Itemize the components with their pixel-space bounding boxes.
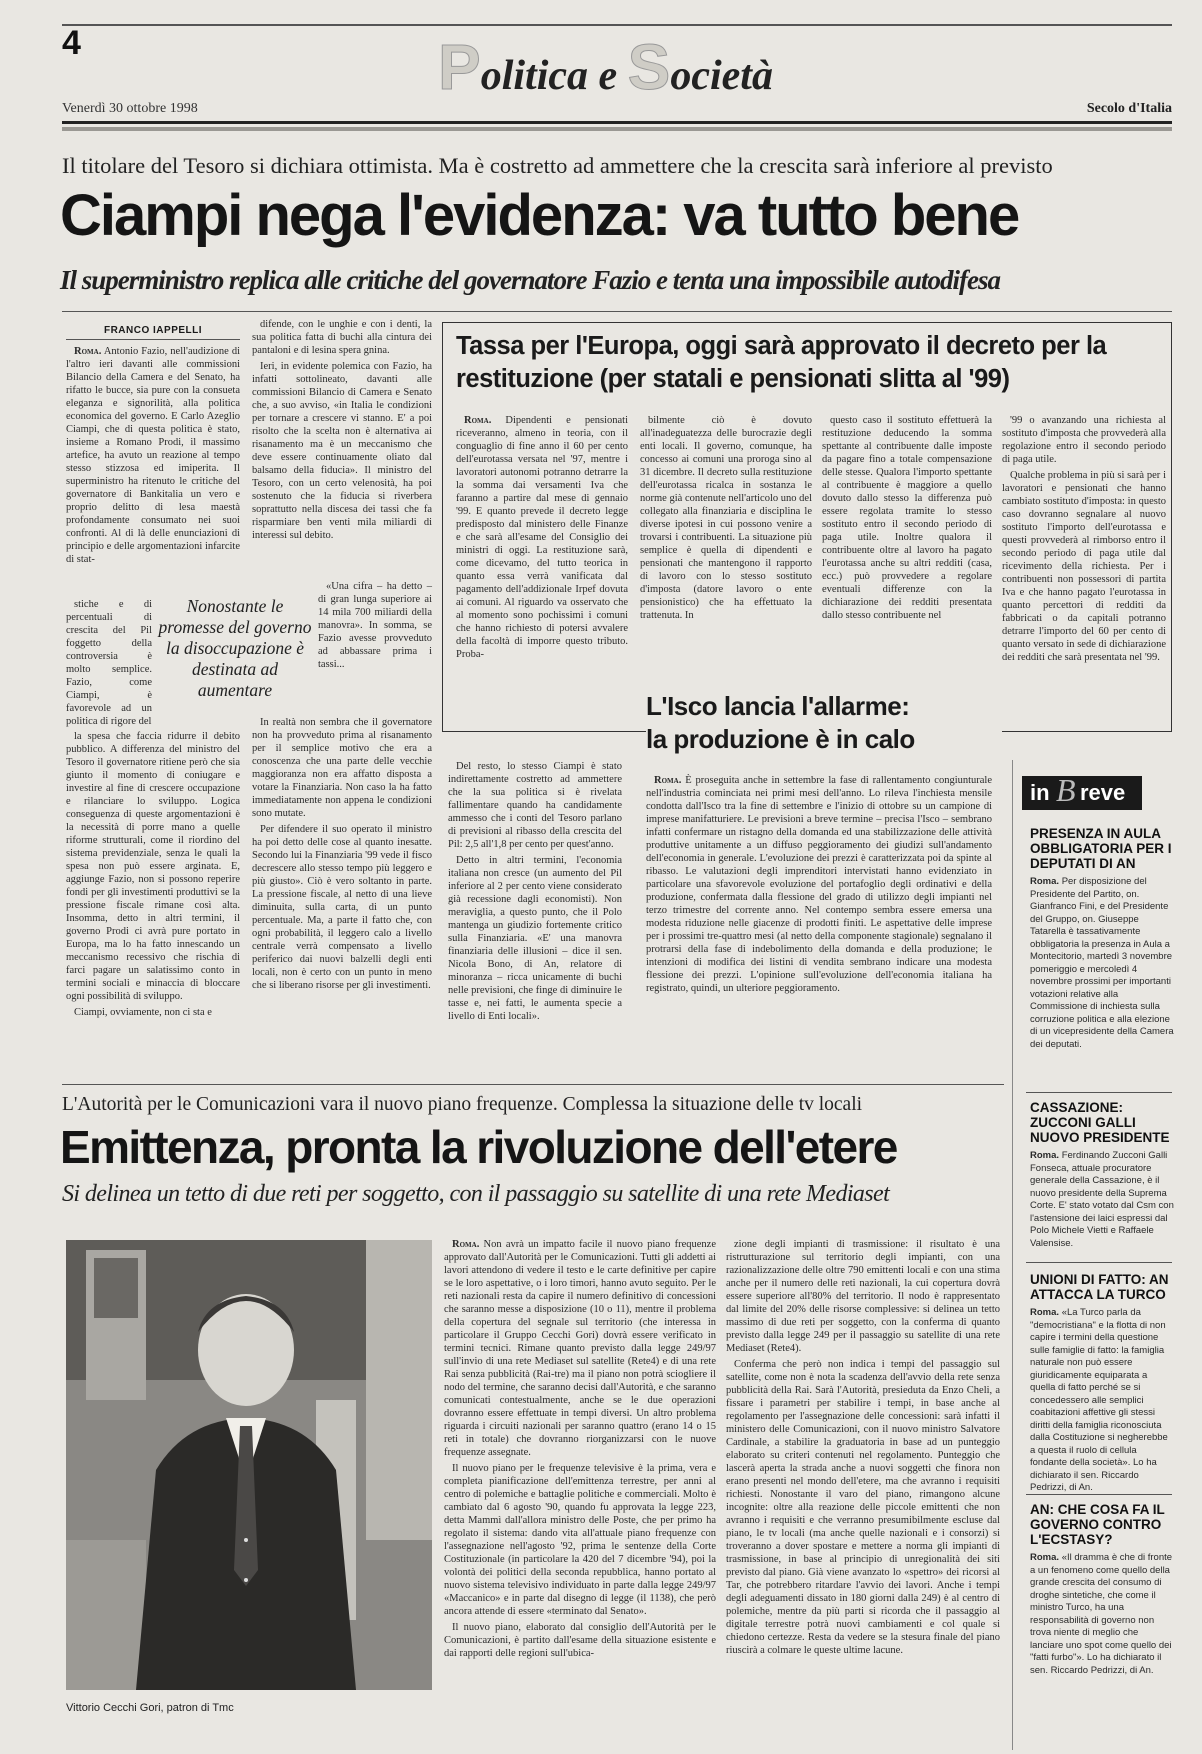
isco-headline-line-1: L'Isco lancia l'allarme: [646,691,910,721]
lead-col3-p2: Detto in altri termini, l'economia italiana non cresce (un aumento del Pil inferiore al 2 per cento viene considerato già recessione dagli economisti). Non meraviglia, a questo punto, che il Polo mantenga un giudizio fortemente critico sulla Finanziaria. «E' una manovra finanziaria delle illusioni – dice il sen. Nicola Bono, di An, relatore di minoranza – ricca unicamente di buchi nelle previsioni, che finge di diminuire le tasse e, nei fatti, le aumenta specie a livello di Enti locali». [448,855,622,1022]
pull-quote: Nonostante le promesse del governo la disoccupazione è destinata ad aumentare [158,596,312,700]
top-rule [62,24,1172,26]
isco-body-text: È proseguita anche in settembre la fase di rallentamento congiunturale nell'industria cominciata nei primi mesi dell'anno. Lo rileva l'inchiesta mensile condotta dall'Isco tra la fine di settembre e l'inizio di ottobre su un campione di imprese manifatturiere. Le previsioni a breve termine – precisa l'Isco – sembrano infatti confermare un ristagno della domanda ed una stabilizzazione delle attività produttive unitamente a un diffuso peggioramento dei giudizi sull'andamento dell'economia in generale. L'evoluzione dei prezzi è caratterizzata poi da spinte al ribasso. Le valutazioni degli imprenditori intervistati hanno evidenziato in particolare una sfavorevole evoluzione del portafoglio degli ordinativi e della produzione, confermata dalla flessione del grado di utilizzo degli impianti nel terzo trimestre del corrente anno. Nel contempo sembra essere emersa una modesta riduzione nelle giacenze di prodotti finiti. Le aspettative delle imprese per i prossimi tre-quattro mesi (al netto della componente stagionale) segnalano il protrarsi della fase di indebolimento della domanda e della produzione; le intenzioni di modifica dei listini di vendita sembrano indicare una modesta flessione dei prezzi. L'opinione sull'evoluzione dell'economia italiana ha registrato, quindi, un ulteriore peggioramento. [646,775,993,994]
section-title [438,30,773,103]
byline-rule [66,339,240,340]
in-breve-logo-in: in [1030,780,1050,805]
lead-headline: Ciampi nega l'evidenza: va tutto bene [60,183,1019,248]
page-number: 4 [62,24,81,62]
section-initial-2: S [627,31,671,103]
lead-column-2-lower [252,716,432,1068]
in-breve-logo-rest: reve [1080,780,1126,805]
lead-col2-p4: In realtà non sembra che il governatore non ha provveduto prima al risanamento per il semplice motivo che era a conoscenza che una parte delle vecchie maggioranza non era affatto disposta a votare la Finanziaria. Non caso la ha fatto immediatamente non appena le condizioni sono mutate. [252,717,432,819]
lead-col2-p3: «Una cifra – ha detto – di gran lunga superiore ai 14 mila 700 miliardi della manovra». In somma, se Fazio avesse provveduto ad abbassare prima i tassi... [318,581,432,670]
second-story-rule [62,1084,1004,1085]
brief-2-title: CASSAZIONE: ZUCCONI GALLI NUOVO PRESIDENTE [1030,1100,1170,1145]
isco-body [646,774,992,1068]
brief-4 [1030,1502,1174,1747]
in-breve-divider [1012,760,1013,1750]
tassa-col1-text: Dipendenti e pensionati riceveranno, almeno in teoria, con il conguaglio di fine anno il 60 per cento dell'eurotassa versata nel '97, mentre i lavoratori autonomi potranno detrarre la la somma dai versamenti Iva che faranno a partire dal mese di gennaio '99. E quanto prevede il decreto legge predisposto dal ministero delle Finanze e che sarà all'esame del Consiglio dei ministri di oggi. La restituzione sarà, come dicevamo, del tutto teorica in quanto essa verrà vanificata dal pagamento dell'addizionale Irpef dovuta ai comuni. Al riguardo va osservato che al momento sono pochissimi i comuni che hanno richiesto di potersi avvalere della facoltà di imporre questo tributo. Proba- [456,415,628,660]
brief-2-dateline: Roma. [1030,1150,1060,1161]
tassa-dateline: Roma. [464,415,492,426]
brief-3-title: UNIONI DI FATTO: AN ATTACCA LA TURCO [1030,1272,1169,1302]
isco-headline [646,690,1002,756]
masthead-rule [62,121,1172,124]
brief-3-dateline: Roma. [1030,1307,1060,1318]
second-col1-p3: Il nuovo piano, elaborato dal consiglio dell'Autorità per le Comunicazioni, è partito dall'esame della situazione esistente e dai rapporti delle regioni sull'ubica- [444,1622,716,1659]
brief-2 [1030,1100,1174,1250]
issue-date: Venerdì 30 ottobre 1998 [62,101,198,116]
brief-rule-2 [1026,1262,1172,1263]
isco-dateline: Roma. [654,775,682,786]
tassa-col2-text: bilmente ciò è dovuto all'inadeguatezza delle burocrazie degli enti locali. Il governo, comunque, ha concesso ai comuni una proroga sino al 31 dicembre. Il decreto sulla restituzione dell'eurotassa ricalca in sostanza le norme già contenute nell'articolo uno del collegato alla finanziaria e disciplina le diverse ipotesi in cui possono venire a trovarsi i contribuenti. La situazione più semplice è quella di dipendenti e pensionati che mantengono il rapporto di lavoro con lo stesso sostituto d'imposta (datore lavoro o ente pensionistico) che ha effettuato la trattenuta. In [640,415,812,621]
brief-2-body: Ferdinando Zucconi Galli Fonseca, attuale procuratore generale della Cassazione, è il nuovo presidente della Suprema Corte. E' stato votato dal Csm con l'astensione dei laici espressi dal Polo Michele Vietti e Raffaele Valensise. [1030,1150,1174,1249]
tassa-col4-p1: '99 o avanzando una richiesta al sostituto d'imposta che provvederà alla regolazione entro il secondo periodo di paga utile. [1002,415,1166,465]
second-subhead: Si delinea un tetto di due reti per soggetto, con il passaggio su satellite di una rete Mediaset [62,1181,890,1207]
section-initial-1: P [438,31,481,103]
lead-column-1-lower [66,730,240,1067]
in-breve-logo-b: B [1056,772,1076,808]
lead-kicker: Il titolare del Tesoro si dichiara ottimista. Ma è costretto ad ammettere che la crescita sarà inferiore al previsto [62,153,1053,178]
second-col2-p2: Conferma che però non indica i tempi del passaggio sul satellite, come non è nota la scadenza dell'avvio della rete senza pubblicità della Rai. Sarà l'Autorità, presieduta da Enzo Cheli, a fissare i parametri per stabilire i tempi, in base anche al regolamento per l'assegnazione delle concessioni: sarà infatti il ministero delle Comunicazioni, con il nuovo ministro Salvatore Cardinale, a stabilire la graduatoria in base ad un punteggio elaborato su criteri contenuti nel regolamento. Punteggio che lascerà aperta la strada anche a nuovi soggetti che finora non erano presenti nel mondo dell'etere, ma che avranno i requisiti richiesti. Nonostante il varo del piano, rimangono alcune incognite: oltre alla reazione delle piccole emittenti che non avranno i requisiti e che verranno presumibilmente escluse dal piano, le tv locali (ma anche quelle nazionali e i consorzi) si troveranno a dover spostare e mettere a norma gli impianti di trasmissione, in base al principio di unregionalità dei siti previsto dal piano. Già viene avanzato lo «spettro» dei ricorsi al Tar, che potrebbero ritardare l'avvio dei lavori. Anche i tempi degli adeguamenti dissato in 180 giorni dalla 249) è al centro di polemiche, mentre da più parti si ricorda che il passaggio al digitale terrestre potrà nuovi cambiamenti e col quale si chiedono certezze. Resta da vedere se la stesura finale del piano riuscirà a colmare le queste ultime lacune. [726,1359,1000,1656]
brief-1-title: PRESENZA IN AULA OBBLIGATORIA PER I DEPUTATI DI AN [1030,826,1172,871]
tassa-col4-p2: Qualche problema in più si sarà per i lavoratori e pensionati che hanno cambiato sostituto d'imposta: in questo caso dovranno segnalare al nuovo sostituto l'importo dell'eurotassa e questi provvederà al rimborso entro il secondo periodo di paga utile dal ricevimento della richiesta. Per i contribuenti non possessori di partita Iva e che hanno pagato l'eurotassa in quanto percettori di redditi da fabbricati o da capitali potranno detrarre l'importo del 60 per cento di quanto versato in sede di dichiarazione dei redditi che sarà presentata nel '99. [1002,470,1166,663]
second-headline: Emittenza, pronta la rivoluzione dell'etere [60,1121,897,1173]
section-word-1: olitica e [480,53,628,99]
photo-illustration [66,1240,432,1690]
brief-4-title: AN: CHE COSA FA IL GOVERNO CONTRO L'ECSTASY? [1030,1502,1165,1547]
tassa-column-2 [640,414,812,724]
brief-3-body: «La Turco parla da "democristiana" e la flotta di non capire i termini della questione sulle famiglie di fatto: la famiglia naturale non può essere giuridicamente equiparata a quella di fatto perché se si concedessero alle semplici coabitazioni affettive gli stessi diritti della famiglia riconosciuta dalla Costituzione si negherebbe a questa il ruolo di cellula fondante della società». Lo ha dichiarato il sen. Riccardo Pedrizzi, di An. [1030,1307,1168,1493]
lead-col1-lower-text: la spesa che faccia ridurre il debito pubblico. A differenza del ministro del Tesoro il governatore ritiene però che sia giunto il momento di coniugare e investire al fine di crescere occupazione e rilanciare lo sviluppo. Logica conseguenza di queste argomentazioni è la necessità di porre mano a quelle riforme strutturali, come il riordino del sistema previdenziale, senza le quali la spesa non può essere arginata. E, aggiunge Fazio, non si possono reperire fondi per gli investimenti produttivi se la pressione fiscale rimane così alta. Insomma, detto in altri termini, il governo Prodi ci avrà pure portato in Europa, ma lo ha fatto innescando un meccanismo recessivo che rischia di farci pagare un salatissimo conto in termini sociali e minaccia di bloccare ogni possibilità di sviluppo. [66,731,240,1002]
lead-byline: FRANCO IAPPELLI [103,325,203,336]
tassa-column-3 [822,414,992,684]
brief-1-body: Per disposizione del Presidente del Partito, on. Gianfranco Fini, e del Presidente del Gruppo, on. Giuseppe Tatarella è tassativamente obbligatoria la presenza in Aula a Montecitorio, martedì 3 novembre pomeriggio e mercoledì 4 novembre prossimi per importanti votazioni relative alla Commissione di inchiesta sulla corruzione politica e alla elezione di un vicepresidente della Camera dei deputati. [1030,876,1174,1050]
brief-1-dateline: Roma. [1030,876,1060,887]
second-kicker: L'Autorità per le Comunicazioni vara il nuovo piano frequenze. Complessa la situazione delle tv locali [62,1094,863,1115]
tassa-column-4 [1002,414,1166,724]
lead-col1-end-text: Ciampi, ovviamente, non ci sta e [74,1007,212,1018]
lead-column-3 [448,760,622,1068]
masthead-band [62,127,1172,131]
second-dateline: Roma. [452,1239,480,1250]
brief-rule-3 [1026,1494,1172,1495]
lead-dateline: Roma. [74,346,102,357]
second-col1-p1: Non avrà un impatto facile il nuovo piano frequenze approvato dall'Autorità per le Comunicazioni. Tutti gli addetti ai lavori attendono di vedere il testo e le carte definitive per capire se le loro aspettative, o i loro timori, hanno avuto seguito. Per le reti nazionali resta da capire il numero definitivo di concessioni che saranno messe a disposizione (10 o 11), mentre il problema della copertura del segnale sul territorio (che interessa in particolare il Gruppo Cecchi Gori) dovrà essere verificato in termini tecnici. Rimane quanto previsto dalla legge 249/97 sull'invio di una rete Mediaset sul satellite (Rete4) e di una rete Rai senza pubblicità (Rai-tre) ma il piano non potrà sciogliere il nodo del termine, che saranno decisi dall'Autorità, e che saranno comunicati contestualmente, anche se le due operazioni dovranno essere effettuate in tempi diversi. Un altro problema riguarda i circuiti nazionali per saranno quattro (erano 14 o 15 reti in totale) che dovranno riorganizzarsi con le nuove frequenze assegnate. [444,1239,716,1458]
lead-col1-narrow-text: stiche e di percentuali di crescita del Pil foggetto della controversia è molto semplice. Fazio, come Ciampi, è favorevole ad un politica di rigore del [66,599,152,727]
tassa-col3-text: questo caso il sostituto effettuerà la restituzione deducendo la somma spettante al contribuente dalle imposte da pagare fino a totale compensazione delle stesse. Qualora l'importo spettante al contribuente è maggiore a quello dovuto dallo stesso la differenza può essere regolata tramite lo stesso sostituto entro il secondo periodo di paga utile. Inoltre qualora il contribuente oltre al lavoro ha pagato l'eurotassa anche su altri redditi (casa, ecc.) può provvedere a regolare eventuali differenze con la dichiarazione dei redditi presentata dallo stesso contribuente nel [822,415,992,621]
lead-column-2 [252,318,432,578]
second-col2-p1: zione degli impianti di trasmissione: il risultato è una ristrutturazione sul territorio degli impianti, con una razionalizzazione delle oltre 790 emittenti locali e con una stima anche per il numero delle reti nazionali, la cui copertura dovrà essere superiore all'80% del territorio. Il nodo è rappresentato dal limite del 20% delle risorse complessive: si delinea un tetto massimo di due reti per soggetto, con la conferma di quanto previsto dalla legge 249 per il passaggio su satellite di una rete Mediaset (Rete4). [726,1239,1000,1354]
lead-column-1-narrow [66,598,152,728]
lead-rule [62,311,1172,312]
second-col1-p2: Il nuovo piano per le frequenze televisive è la prima, vera e completa pianificazione dell'emittenza terrestre, per anni al centro di polemiche e battaglie politiche e commerciali. Molto è cambiato dal 6 agosto '90, quando fu approvata la legge 223, detta Mammì dall'allora ministro delle Poste, che per primo ha regolato il sistema: dando vita all'attuale piano frequenze con l'assegnazione nell'agosto '92, prima le sentenze della Corte Costituzionale (in particolare la 420 del 7 dicembre '94), poi la volontà dei politici della seconda repubblica, hanno portato al nuovo sistema televisivo individuato in parte dalla legge 249/97 «Maccanico» e in parte dal disegno di legge (il 1138), che però ancora attende di essere «terminato dal Senato». [444,1463,716,1617]
brief-4-dateline: Roma. [1030,1552,1060,1563]
brief-rule-1 [1026,1092,1172,1093]
in-breve-logo [1022,772,1142,810]
isco-headline-line-2: la produzione è in calo [646,724,915,754]
photo-cecchi-gori [66,1240,432,1690]
lead-col2-p1: difende, con le unghie e con i denti, la sua politica fatta di buchi alla cintura dei pantaloni e di lesina spera gnina. [252,319,432,356]
tassa-column-1 [456,414,628,724]
brief-4-body: «Il dramma è che di fronte a un fenomeno come quello della grande crescita del consumo di droghe sintetiche, che come il ministro Turco, ha una responsabilità di governo non trova niente di meglio che lanciare uno spot come quello dei "fatti furbo"». Lo ha dichiarato il sen. Riccardo Pedrizzi, di An. [1030,1552,1173,1676]
paper-name: Secolo d'Italia [1086,101,1172,116]
photo-caption: Vittorio Cecchi Gori, patron di Tmc [66,1702,234,1714]
second-column-1 [444,1238,716,1750]
lead-column-2-narrow [318,580,432,712]
lead-col2-p5: Per difendere il suo operato il ministro ha poi detto delle cose al quanto inesatte. Secondo lui la Finanziaria '99 vede il fisco decrescere allo stesso tempo più leggero e più giusto». Ciò è vero soltanto in parte. La pressione fiscale, al netto di una lieve diminuita, sulla carta, di un punto percentuale. Ma, a parte il fatto che, con ogni probabilità, il leggero calo a livello centrale verrà compensato a livello periferico dai nuovi balzelli degli enti locali, non è certo con un punto in meno che si liberano risorse per gli investimenti. [252,824,432,991]
lead-col1-text: Antonio Fazio, nell'audizione di l'altro ieri davanti alle commissioni Bilancio della Camera e del Senato, ha rifatto le bucce, sia pure con la consueta eleganza e signorilità, alla politica economica del governo. E Carlo Azeglio Ciampi, che di questa politica è stato, insieme a Romano Prodi, il massimo artefice, ha avuto un reazione al tempo stesso stizzosa ed imiperita. Il superministro ha ritenuto le critiche del governatore di Bankitalia un vero e proprio delitto di lesa maestà profondamente consumato nei suoi confronti. Al di là delle enunciazioni di principio e delle argomentazioni infarcite di stat- [66,346,240,565]
lead-col3-p1: Del resto, lo stesso Ciampi è stato indirettamente costretto ad ammettere che la sua politica si è rivelata fallimentare quando ha candidamente ammesso che i conti del Tesoro parlano di previsioni al ribasso della crescita del Pil: 2,5 all'1,8 per cento per quest'anno. [448,761,622,850]
tassa-headline: Tassa per l'Europa, oggi sarà approvato il decreto per la restituzione (per statali e pensionati slitta al '99) [456,332,1107,393]
brief-3 [1030,1272,1174,1493]
lead-col2-p2: Ieri, in evidente polemica con Fazio, ha infatti sottolineato, davanti alle commissioni Bilancio di Camera e Senato che, a suo avviso, «in Italia le condizioni per tornare a crescere vi stanno. E' a poi risolto che la scelta non è alternativa ai risanamento ma è un meccanismo che deve essere continuamente oliato dal balsamo della fiducia». Il ministro del Tesoro, con un certo velenosità, ha poi sostenuto che la fiducia si riverbera soprattutto nella discesa dei tassi che fa risparmiare ben venti mila miliardi di interessi sul debito. [252,361,432,541]
second-column-2 [726,1238,1000,1750]
section-word-2: ocietà [670,53,773,99]
brief-1 [1030,826,1174,1086]
lead-column-1 [66,345,240,597]
lead-subhead: Il superministro replica alle critiche del governatore Fazio e tenta una impossibile autodifesa [60,265,1001,295]
